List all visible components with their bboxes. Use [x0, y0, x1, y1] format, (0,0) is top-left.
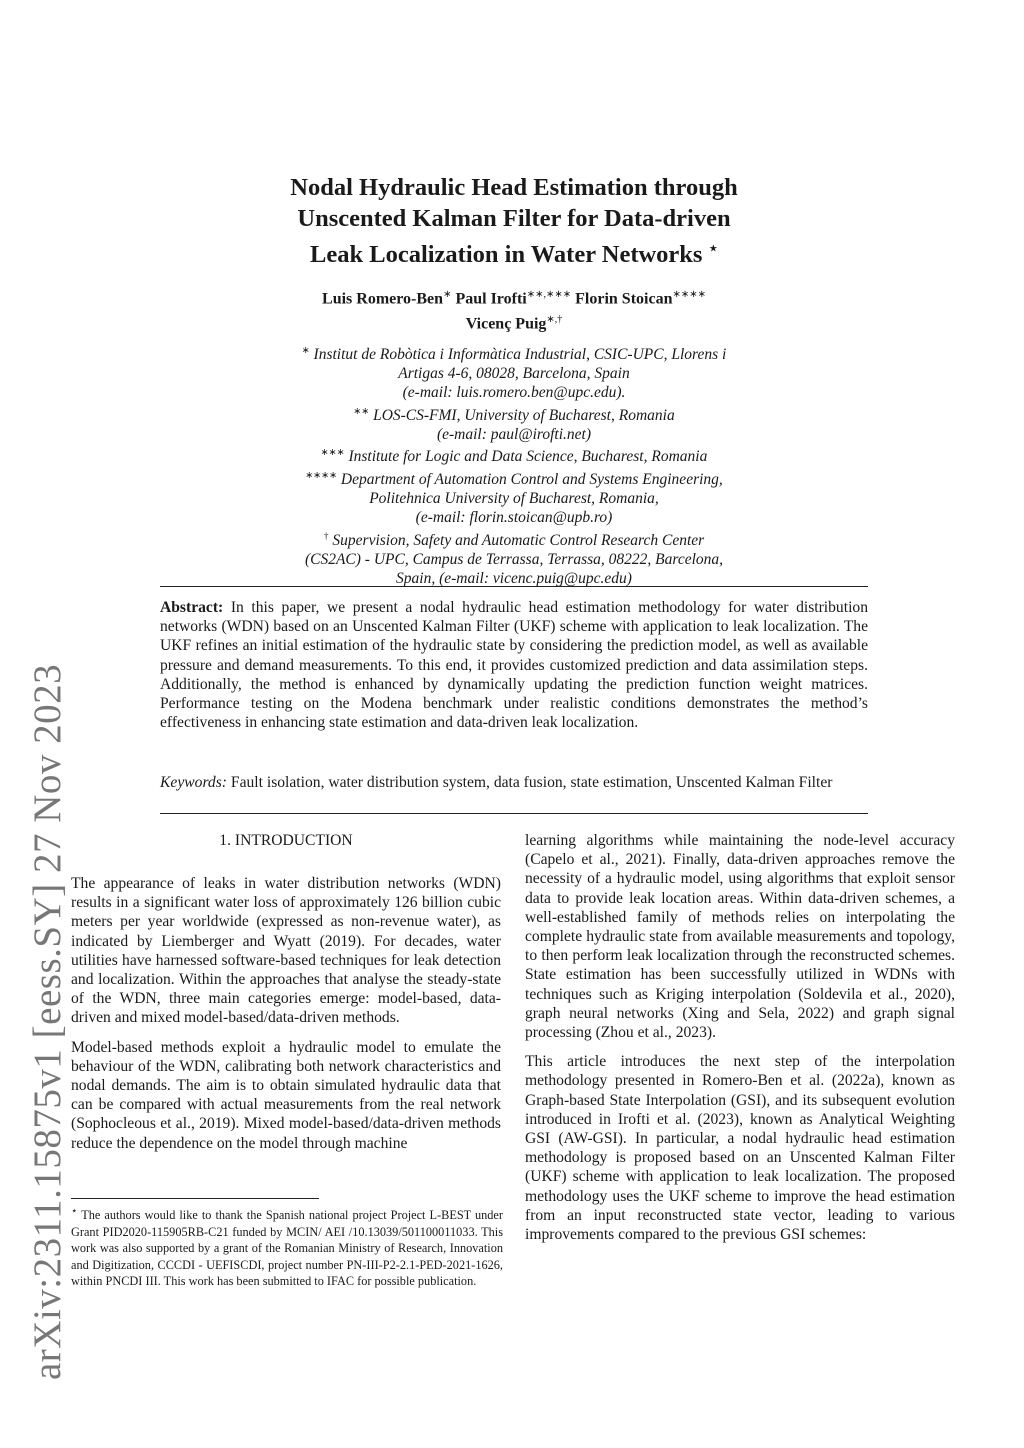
paragraph: The appearance of leaks in water distribution networks (WDN) results in a significant water loss of approximately 126 billion cubic meters per year worldwide (expressed as non-revenue water), as indicated by Liemberger and Wyatt (2019). For decades, water utilities have harnessed software-based techniques for leak detection and localization. Within the approaches that analyse the steady-state of the WDN, three main categories emerge: model-based, data-driven and mixed model-based/data-driven methods.: [71, 875, 501, 1027]
footnote: [71, 1204, 503, 1290]
affiliation-line: ∗ Institut de Robòtica i Informàtica Industrial, CSIC-UPC, Llorens i: [301, 346, 727, 364]
affiliation-line: (e-mail: luis.romero.ben@upc.edu).: [402, 383, 626, 401]
footnote-text: The authors would like to thank the Spanish national project Project L-BEST under Grant PID2020-115905RB-C21 funded by MCIN/ AEI /10.13039/501100011033. This work was also supported by a grant of the Romanian Ministry of Research, Innovation and Digitization, CCCDI - UEFISCDI, project number PN-III-P2-2.1-PED-2021-1626, within PNCDI III. This work has been submitted to IFAC for possible publication.: [71, 1208, 503, 1289]
affiliation-line: (e-mail: paul@irofti.net): [436, 425, 592, 443]
affiliation-line: ∗∗∗ Institute for Logic and Data Science, Bucharest, Romania: [320, 448, 708, 466]
affiliation-line: (CS2AC) - UPC, Campus de Terrassa, Terrassa, 08222, Barcelona,: [304, 550, 724, 568]
affiliations: [160, 342, 868, 588]
title-star-mark: ⋆: [708, 241, 718, 257]
keywords-text: Fault isolation, water distribution system, data fusion, state estimation, Unscented Kalman Filter: [230, 774, 833, 791]
abstract-top-rule: [160, 586, 868, 587]
abstract-text: In this paper, we present a nodal hydraulic head estimation methodology for water distribution networks (WDN) based on an Unscented Kalman Filter (UKF) scheme with application to leak localization. The UKF refines an initial estimation of the hydraulic state by considering the prediction model, as well as available pressure and demand measurements. To this end, it provides customized prediction and data assimilation steps. Additionally, the method is enhanced by dynamically updating the prediction function weight matrices. Performance testing on the Modena benchmark under realistic conditions demonstrates the method’s effectiveness in enhancing state estimation and data-driven leak localization.: [160, 599, 868, 732]
affiliation-line: † Supervision, Safety and Automatic Control Research Center: [323, 531, 705, 549]
title-line-2: Unscented Kalman Filter for Data-driven: [297, 205, 731, 232]
affiliation-line: Artigas 4-6, 08028, Barcelona, Spain: [398, 364, 630, 382]
author-2-mark: ∗∗,∗∗∗: [526, 289, 572, 300]
paragraph: learning algorithms while maintaining the node-level accuracy (Capelo et al., 2021). Finally, data-driven approaches remove the necessity of a hydraulic model, using algorithms that exploit sensor data to provide leak location areas. Within data-driven schemes, a well-established family of methods relies on interpolating the complete hydraulic state from available measurements and topology, to then perform leak localization through the reconstructed schemes. State estimation has been successfully utilized in WDNs with techniques such as Kriging interpolation (Soldevila et al., 2020), graph neural networks (Xing and Sela, 2022) and graph signal processing (Zhou et al., 2023).: [525, 832, 955, 1042]
title-line-3: Leak Localization in Water Networks ⋆: [310, 241, 718, 269]
section-heading: 1. INTRODUCTION: [219, 832, 353, 849]
keywords: [160, 773, 868, 792]
author-1: Luis Romero-Ben: [322, 290, 444, 308]
left-column: [71, 874, 501, 1163]
affiliation-line: (e-mail: florin.stoican@upb.ro): [415, 509, 613, 526]
author-list: [160, 284, 868, 335]
affiliation-line: ∗∗∗∗ Department of Automation Control and Systems Engineering,: [305, 471, 723, 489]
title-line-1: Nodal Hydraulic Head Estimation through: [290, 174, 738, 201]
abstract-bottom-rule: [160, 813, 868, 814]
arxiv-identifier: arXiv:2311.15875v1 [eess.SY] 27 Nov 2023: [26, 663, 69, 1380]
abstract: [160, 598, 868, 732]
paragraph: Model-based methods exploit a hydraulic model to emulate the behaviour of the WDN, calibrating both network characteristics and nodal demands. The aim is to obtain simulated hydraulic data that can be compared with actual measurements from the real network (Sophocleous et al., 2019). Mixed model-based/data-driven methods reduce the dependence on the model through machine: [71, 1038, 501, 1152]
author-4-mark: ∗,†: [546, 314, 563, 326]
author-3: Florin Stoican: [575, 290, 673, 308]
paper-title: [160, 172, 868, 270]
affiliation-line: Politehnica University of Bucharest, Romania,: [369, 490, 659, 508]
author-4: Vicenç Puig: [465, 315, 547, 333]
affiliation-line: ∗∗ LOS-CS-FMI, University of Bucharest, Romania: [353, 406, 675, 424]
keywords-label: Keywords:: [160, 774, 227, 791]
affiliation-line: Spain, (e-mail: vicenc.puig@upc.edu): [396, 569, 632, 587]
footnote-mark: ⋆: [71, 1206, 78, 1217]
right-column: [525, 831, 955, 1254]
footnote-rule: [71, 1198, 319, 1199]
author-3-mark: ∗∗∗∗: [672, 289, 706, 300]
abstract-label: Abstract:: [160, 599, 224, 616]
paragraph: This article introduces the next step of the interpolation methodology presented in Romero-Ben et al. (2022a), known as Graph-based State Interpolation (GSI), and its subsequent evolution introduced in Irofti et al. (2023), known as Analytical Weighting GSI (AW-GSI). In particular, a nodal hydraulic head estimation methodology is proposed based on an Unscented Kalman Filter (UKF) scheme with application to leak localization. The proposed methodology uses the UKF scheme to improve the head estimation from an input reconstructed state vector, leading to various improvements compared to the previous GSI schemes:: [525, 1053, 955, 1244]
author-2: Paul Irofti: [455, 290, 527, 308]
author-1-mark: ∗: [443, 289, 452, 300]
